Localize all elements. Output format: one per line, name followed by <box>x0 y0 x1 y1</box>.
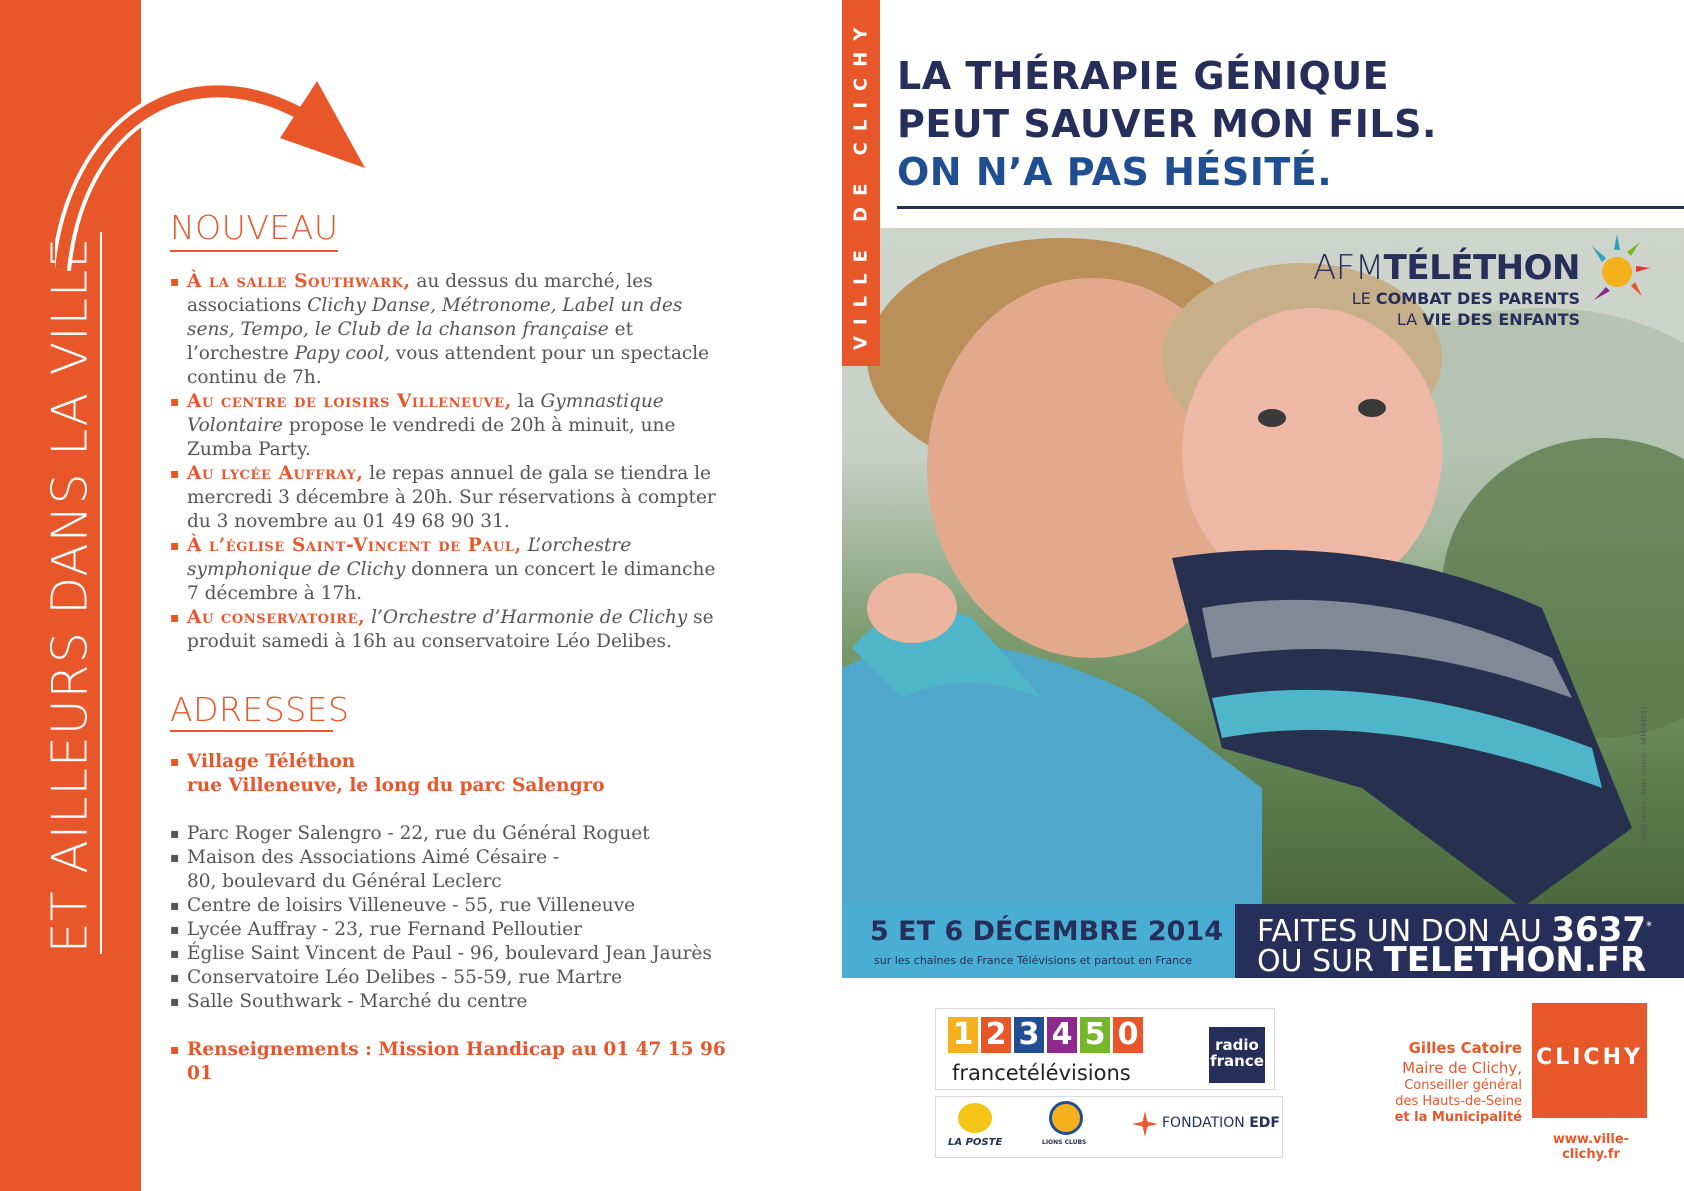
donation-website: OU SUR TELETHON.FR <box>1257 940 1647 980</box>
lions-clubs-icon <box>1049 1101 1083 1135</box>
dates-banner <box>842 904 1235 978</box>
address-item: ▪ Parc Roger Salengro - 22, rue du Général Roguet <box>170 822 730 846</box>
afm-tagline: LE COMBAT DES PARENTS LA VIE DES ENFANTS <box>1351 289 1580 329</box>
headline-line-2: PEUT SAUVER MON FILS. <box>897 102 1437 146</box>
nouveau-heading: NOUVEAU <box>170 208 339 247</box>
donation-banner <box>1235 904 1684 978</box>
address-item: ▪ Lycée Auffray - 23, rue Fernand Pelloutier <box>170 918 730 942</box>
lions-clubs-label: LIONS CLUBS <box>1042 1139 1087 1146</box>
list-item: ▪ Au centre de loisirs Villeneuve, la Gymnastique Volontaire propose le vendredi de 20h à minuit, une Zumba Party. <box>170 390 730 462</box>
partners-logos-bottom <box>935 1096 1283 1158</box>
list-item: ▪ Au conservatoire, l’Orchestre d’Harmonie de Clichy se produit samedi à 16h au conservatoire Léo Delibes. <box>170 606 730 654</box>
adresses-heading: ADRESSES <box>170 690 350 729</box>
la-poste-label: LA POSTE <box>948 1137 1003 1148</box>
nouveau-list <box>170 270 730 654</box>
afm-telethon-logo: AFMTÉLÉTHON <box>1313 248 1580 288</box>
address-item: ▪ Maison des Associations Aimé Césaire - 80, boulevard du Général Leclerc <box>170 846 577 894</box>
address-item: ▪ Conservatoire Léo Delibes - 55-59, rue Martre <box>170 966 730 990</box>
renseignements-item: ▪ Renseignements : Mission Handicap au 01 47 15 96 01 <box>170 1038 730 1086</box>
village-list <box>170 750 730 798</box>
clichy-vertical-band <box>842 0 880 366</box>
headline-rule <box>897 206 1684 209</box>
vertical-rule <box>100 232 102 954</box>
la-poste-bird-icon <box>958 1103 992 1133</box>
mayor-name: Gilles Catoire <box>1408 1039 1522 1057</box>
mayor-role: Maire de Clichy, <box>1402 1059 1522 1077</box>
role-line: et la Municipalité <box>1394 1110 1522 1125</box>
fondation-edf-icon <box>1132 1111 1158 1137</box>
nouveau-underline <box>170 250 338 252</box>
headline-line-3: ON N’A PAS HÉSITÉ. <box>897 150 1333 194</box>
address-item: ▪ Église Saint Vincent de Paul - 96, boulevard Jean Jaurès <box>170 942 730 966</box>
partners-logos-top <box>935 1008 1275 1090</box>
role-line: des Hauts-de-Seine <box>1395 1094 1522 1109</box>
mother-child-photo <box>842 228 1684 978</box>
renseignements-list <box>170 1038 730 1086</box>
channels-note: sur les chaînes de France Télévisions et partout en France <box>874 954 1193 967</box>
list-item: ▪ Au lycée Auffray, le repas annuel de gala se tiendra le mercredi 3 décembre à 20h. Sur réservations à compter du 3 novembre au 01 49 68 90 31. <box>170 462 730 534</box>
france-televisions-label: francetélévisions <box>952 1061 1131 1085</box>
list-item: ▪ À la salle Southwark, au dessus du marché, les associations Clichy Danse, Métronome, Label un des sens, Tempo, le Club de la chanson française et l’orchestre Papy cool, vous attendent pour un spectacle continu de 7h. <box>170 270 730 390</box>
event-dates: 5 ET 6 DÉCEMBRE 2014 <box>870 916 1223 947</box>
fondation-edf-label: FONDATION EDF <box>1162 1115 1280 1131</box>
signature-block <box>1300 1038 1522 1126</box>
donation-phone: FAITES UN DON AU 3637* <box>1257 910 1653 950</box>
vertical-section-title: ET AILLEURS DANS LA VILLE <box>41 236 99 954</box>
afm-sun-icon <box>1584 230 1654 310</box>
ville-clichy-logo: CLICHY <box>1532 1003 1647 1118</box>
radio-france-logo: radio france <box>1209 1027 1265 1083</box>
france-televisions-digits: 1 2 3 4 5 0 <box>948 1017 1143 1053</box>
role-line: Conseiller général <box>1404 1078 1522 1093</box>
adresses-underline <box>170 730 333 732</box>
photo-credit: Crédit photo : Marc Guérin - AFM/d4051 <box>1640 705 1648 845</box>
headline-line-1: LA THÉRAPIE GÉNIQUE <box>897 54 1390 98</box>
address-item: ▪ Salle Southwark - Marché du centre <box>170 990 730 1014</box>
list-item: ▪ À l’église Saint-Vincent de Paul, L’orchestre symphonique de Clichy donnera un concert le dimanche 7 décembre à 17h. <box>170 534 730 606</box>
list-item: ▪ Village Téléthon rue Villeneuve, le long du parc Salengro <box>170 750 730 798</box>
address-item: ▪ Centre de loisirs Villeneuve - 55, rue Villeneuve <box>170 894 730 918</box>
address-list <box>170 822 730 1014</box>
website-link[interactable]: www.ville-clichy.fr <box>1552 1132 1630 1162</box>
ville-de-clichy-label: VILLE DE CLICHY <box>850 16 872 350</box>
